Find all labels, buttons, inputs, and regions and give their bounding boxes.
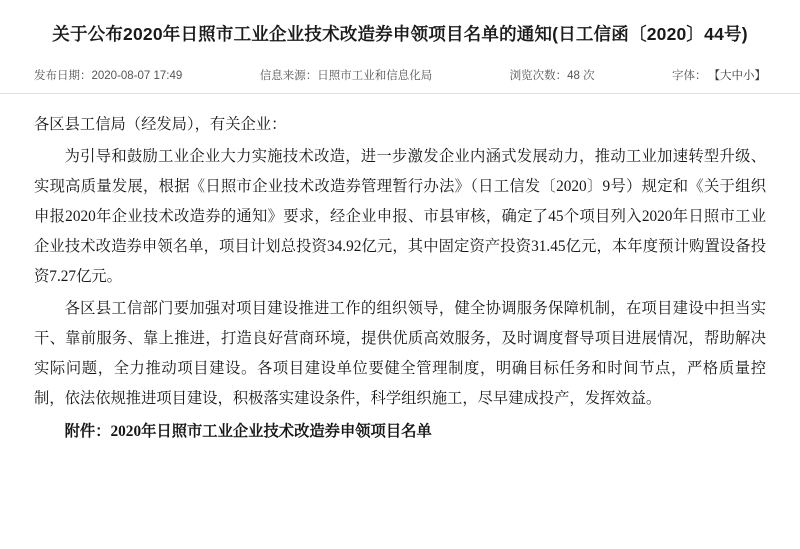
document-body <box>0 94 800 447</box>
publish-date <box>34 67 182 83</box>
font-bracket-open: 【 <box>708 69 720 82</box>
publish-date-value: 2020-08-07 17:49 <box>91 69 183 82</box>
document-meta-bar <box>0 61 800 94</box>
view-count-value: 48 次 <box>567 69 595 82</box>
source <box>260 67 433 83</box>
font-size-label: 字体： <box>671 69 707 82</box>
attachment-title[interactable]: 2020年日照市工业企业技术改造券申领项目名单 <box>110 422 432 440</box>
publish-date-label: 发布日期： <box>34 69 92 82</box>
font-size-small-button[interactable]: 小 <box>742 69 755 82</box>
title-bar <box>0 0 800 61</box>
font-bracket-close: 】 <box>754 69 766 82</box>
source-label: 信息来源： <box>259 69 318 82</box>
font-size-control <box>672 67 766 83</box>
source-value: 日照市工业和信息化局 <box>317 69 433 82</box>
attachment-line <box>34 417 766 447</box>
body-paragraph-1: 为引导和鼓励工业企业大力实施技术改造，进一步激发企业内涵式发展动力，推动工业加速转型升级、实现高质量发展，根据《日照市企业技术改造券管理暂行办法》（日工信发〔2020〕9号）规定和《关于组织申报2020年企业技术改造券的通知》要求，经企业申报、市县审核，确定了45个项目列入2020年日照市工业企业技术改造券申领名单，项目计划总投资34.92亿元，其中固定资产投资31.45亿元，本年度预计购置设备投资7.27亿元。 <box>34 148 766 285</box>
salutation: 各区县工信局（经发局），有关企业： <box>34 115 287 133</box>
font-size-options <box>708 67 766 83</box>
font-size-medium-button[interactable]: 中 <box>731 69 743 82</box>
attachment-label: 附件： <box>64 422 111 440</box>
view-count <box>510 67 595 83</box>
view-count-label: 浏览次数： <box>509 69 568 82</box>
body-paragraph-2: 各区县工信部门要加强对项目建设推进工作的组织领导，健全协调服务保障机制，在项目建设中担当实干、靠前服务、靠上推进，打造良好营商环境，提供优质高效服务，及时调度督导项目进展情况，帮助解决实际问题，全力推动项目建设。各项目建设单位要健全管理制度，明确目标任务和时间节点，严格质量控制，依法依规推进项目建设，积极落实建设条件，科学组织施工，尽早建成投产，发挥效益。 <box>34 300 766 407</box>
page-title: 关于公布2020年日照市工业企业技术改造券申领项目名单的通知(日工信函〔2020〕44号) <box>52 24 748 44</box>
font-size-large-button[interactable]: 大 <box>719 69 732 82</box>
